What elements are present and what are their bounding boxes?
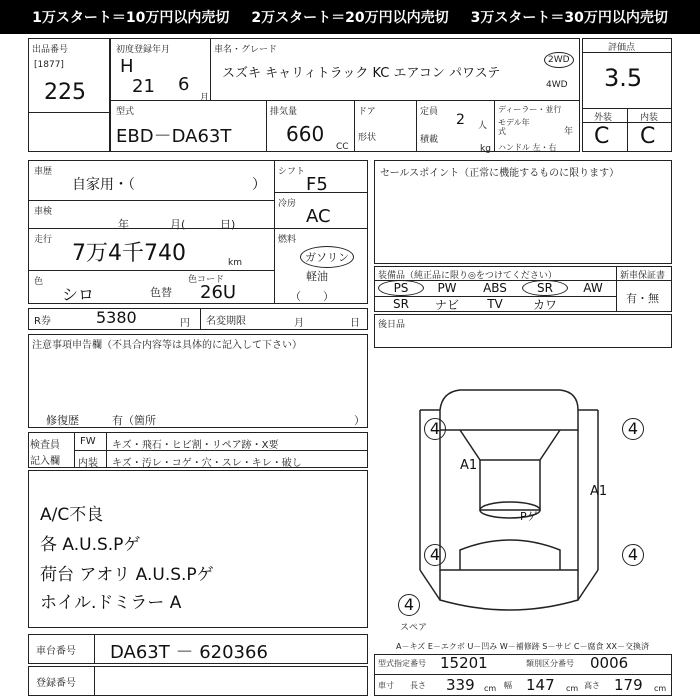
equip-leather: カワ	[532, 297, 557, 312]
wid-value: 147	[526, 676, 555, 694]
reg-year: 21	[132, 76, 155, 97]
year-label: モデル年式	[498, 118, 530, 136]
center-note: Pゲ	[520, 510, 538, 523]
len-unit: cm	[484, 684, 497, 693]
rcoupon-label: R券	[34, 316, 51, 327]
inspector-label-2: 記入欄	[30, 456, 60, 467]
spare-label: スペア	[400, 623, 428, 633]
cap-label: 定員	[420, 107, 439, 117]
model-label: 車名・グレード	[214, 45, 278, 55]
equip-tv: TV	[487, 297, 503, 311]
banner-text-3: 3万スタート＝30万円以内売切	[470, 10, 668, 26]
wid-label: 幅	[504, 681, 512, 690]
ext-label: 外装	[594, 113, 613, 123]
damage-a1-right: A1	[590, 484, 608, 499]
shift-value: F5	[306, 174, 328, 195]
hei-label: 高さ	[584, 681, 600, 690]
cap-unit: 人	[478, 121, 488, 131]
type-cert-value: 15201	[440, 654, 488, 672]
note-line-2: 各 A.U.S.Pゲ	[40, 535, 141, 555]
sales-point-label: セールスポイント（正常に機能するものに限ります）	[380, 168, 620, 179]
type-cert-label: 型式指定番号	[378, 659, 426, 668]
color-value: シロ	[62, 285, 95, 304]
color-code: 26U	[200, 282, 237, 303]
repair-close: ）	[354, 414, 365, 427]
lot-sub: [1877]	[34, 60, 64, 70]
mileage-unit: km	[228, 258, 242, 268]
type-value: EBD－DA63T	[116, 126, 232, 147]
equip-sr: SR	[393, 297, 409, 311]
history-close: ）	[252, 177, 266, 193]
tire-mark-rear-left: 4	[424, 544, 446, 566]
notes-label: 注意事項申告欄（不具合内容等は具体的に記入して下さい）	[32, 340, 302, 351]
inspect-month: 月(	[170, 218, 186, 231]
len-label: 長さ	[410, 681, 426, 690]
chassis-value: DA63T － 620366	[110, 642, 268, 663]
tire-value: 有・無	[626, 292, 659, 305]
lot-label: 出品番号	[32, 45, 69, 55]
repair-value: 有（箇所	[112, 414, 156, 427]
equip-ps: PS	[378, 280, 424, 296]
drive-2wd: 2WD	[544, 52, 574, 68]
int-value: C	[640, 124, 656, 149]
ac-value: AC	[306, 206, 331, 227]
reg-era: H	[120, 56, 134, 77]
dealer-label: ディーラー・並行	[498, 105, 562, 114]
type-label: 型式	[116, 107, 135, 117]
banner-text-1: 1万スタート＝10万円以内売切	[32, 10, 230, 26]
equip-pw: PW	[437, 281, 457, 295]
plate-box	[28, 666, 368, 696]
load-unit: kg	[480, 144, 491, 154]
equipment-label: 装備品（純正品に限り◎をつけてください）	[378, 271, 557, 281]
tire-label: 新車保証書	[620, 271, 666, 281]
equip-abs: ABS	[483, 281, 507, 295]
month-unit: 月	[200, 93, 210, 103]
shift-label: シフト	[278, 167, 306, 177]
equip-navi: ナビ	[434, 297, 459, 312]
model-value: スズキ キャリィトラック KC エアコン パワステ	[222, 66, 501, 81]
color-code-label: 色コード	[188, 275, 225, 285]
year-unit: 年	[564, 127, 574, 137]
int-label-row: 内装	[78, 458, 98, 469]
auction-banner	[0, 0, 700, 34]
chassis-label: 車台番号	[36, 646, 76, 657]
int-label: 内装	[640, 113, 659, 123]
namechange-label: 名変期限	[206, 316, 246, 327]
handle-label: ハンドル 左・右	[498, 143, 557, 152]
cc-value: 660	[286, 122, 325, 146]
size-label: 車寸	[378, 681, 394, 690]
ac-label: 冷房	[278, 199, 297, 209]
load-label: 積載	[420, 135, 439, 145]
fw-label: FW	[80, 436, 96, 447]
note-line-4: ホイル.ドミラー A	[40, 593, 182, 613]
equip-aw: AW	[583, 281, 603, 295]
ext-value: C	[594, 124, 610, 149]
hei-value: 179	[614, 676, 643, 694]
damage-a1-left: A1	[460, 458, 478, 473]
vehicle-diagram	[400, 370, 620, 630]
tire-mark-front-left: 4	[424, 418, 446, 440]
rcoupon-box	[28, 308, 368, 330]
mileage-value: 7万4千740	[72, 241, 186, 266]
namechange-month: 月	[294, 318, 304, 329]
yen-unit: 円	[180, 318, 190, 329]
shape-label: 形状	[358, 133, 377, 143]
banner-text-2: 2万スタート＝20万円以内売切	[251, 10, 449, 26]
len-value: 339	[446, 676, 475, 694]
reg-label: 初度登録年月	[116, 45, 171, 55]
later-items-box	[374, 314, 672, 348]
repair-label: 修復歴	[46, 414, 79, 427]
color-change: 色替	[150, 286, 172, 299]
cc-unit: CC	[336, 142, 349, 152]
rcoupon-value: 5380	[96, 308, 137, 327]
inspect-year: 年	[118, 218, 129, 231]
fuel-gas: ガソリン	[300, 246, 354, 268]
inspect-day: 日)	[220, 218, 236, 231]
mileage-label: 走行	[34, 235, 53, 245]
later-items-label: 後日品	[378, 320, 406, 330]
equip-sr-1: SR	[522, 280, 568, 296]
hei-unit: cm	[654, 684, 667, 693]
damage-legend: A－キズ E－エクボ U－凹み W－補修跡 S－サビ C－腐食 XX－交換済	[396, 642, 650, 651]
note-line-3: 荷台 アオリ A.U.S.Pゲ	[40, 565, 214, 585]
history-value: 自家用・（	[72, 177, 135, 193]
tire-mark-spare: 4	[398, 594, 420, 616]
reg-month: 6	[178, 74, 190, 95]
fuel-paren: （ ）	[290, 290, 334, 303]
fw-items: キズ・飛石・ヒビ割・リペア跡・X要	[112, 440, 279, 451]
wid-unit: cm	[566, 684, 579, 693]
tire-mark-front-right: 4	[622, 418, 644, 440]
score-value: 3.5	[604, 64, 643, 92]
note-line-1: A/C不良	[40, 505, 104, 525]
tire-mark-rear-right: 4	[622, 544, 644, 566]
class-value: 0006	[590, 654, 629, 672]
cc-label: 排気量	[270, 107, 298, 117]
drive-4wd: 4WD	[546, 80, 568, 90]
class-label: 類別区分番号	[526, 659, 574, 668]
cap-value: 2	[456, 112, 465, 128]
fuel-light: 軽油	[306, 270, 328, 283]
namechange-day: 日	[350, 318, 360, 329]
history-label: 車歴	[34, 167, 53, 177]
lot-number: 225	[44, 80, 86, 105]
inspector-label-1: 検査員	[30, 440, 60, 451]
score-label: 評価点	[608, 43, 636, 53]
color-label: 色	[34, 277, 44, 287]
plate-label: 登録番号	[36, 678, 76, 689]
inspect-label: 車検	[34, 207, 53, 217]
int-items: キズ・汚レ・コゲ・穴・スレ・キレ・破し	[112, 458, 302, 469]
fuel-label: 燃料	[278, 235, 297, 245]
door-label: ドア	[358, 107, 376, 117]
